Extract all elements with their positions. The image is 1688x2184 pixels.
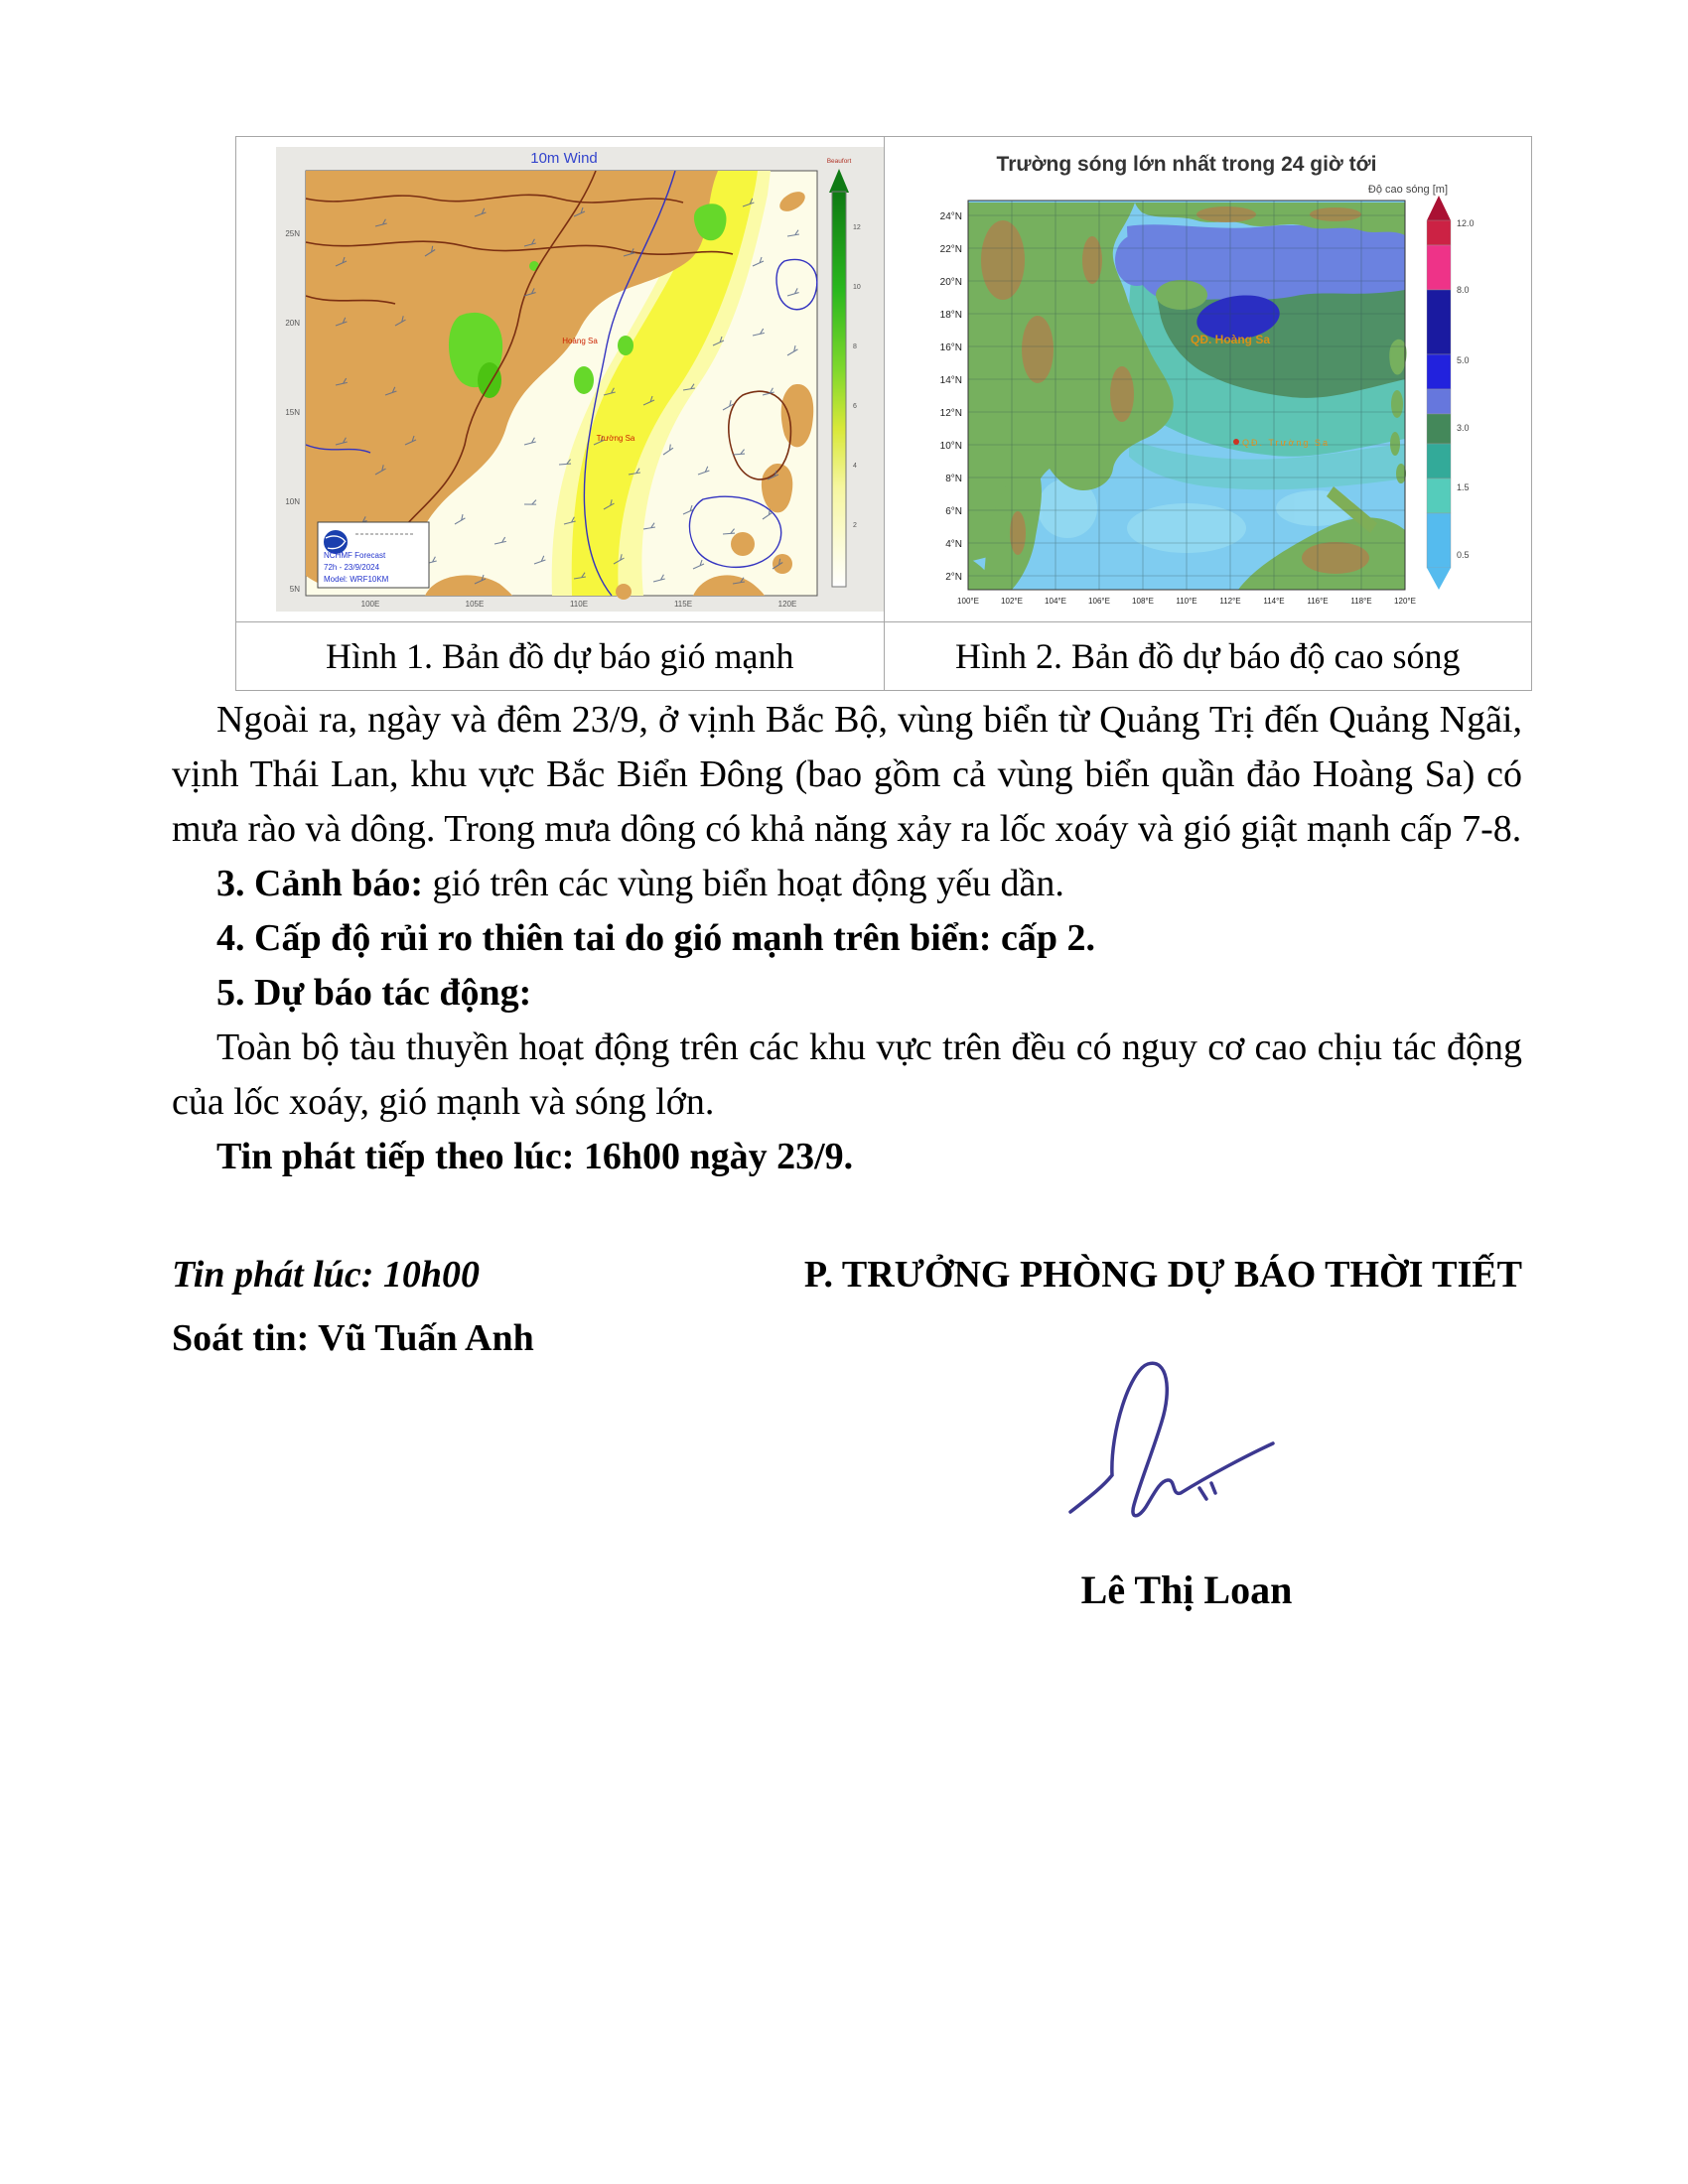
svg-text:3.0: 3.0 (1456, 423, 1470, 433)
paragraph-impact: Toàn bộ tàu thuyền hoạt động trên các khu vực trên đều có nguy cơ cao chịu tác động của lốc xoáy, gió mạnh và sóng lớn. (172, 1026, 1522, 1123)
wind-green-patch-3 (574, 366, 594, 394)
wave-map-figure (889, 141, 1532, 620)
item-cap-do-rui-ro: 4. Cấp độ rủi ro thiên tai do gió mạnh trên biển: cấp 2. (216, 917, 1095, 959)
wind-label-hoang-sa: Hoàng Sa (562, 337, 598, 345)
checked-by: Soát tin: Vũ Tuấn Anh (172, 1317, 534, 1359)
svg-text:110°E: 110°E (1175, 597, 1197, 606)
svg-text:110E: 110E (569, 600, 589, 609)
svg-text:22°N: 22°N (939, 244, 962, 255)
svg-text:116°E: 116°E (1306, 597, 1329, 606)
wave-map-title: Trường sóng lớn nhất trong 24 giờ tới (996, 153, 1376, 176)
svg-text:12°N: 12°N (939, 408, 962, 419)
svg-text:12.0: 12.0 (1456, 218, 1475, 228)
signature-block (1053, 1348, 1291, 1552)
signer-title: P. TRƯỞNG PHÒNG DỰ BÁO THỜI TIẾT (803, 1254, 1522, 1296)
svg-text:20°N: 20°N (939, 277, 962, 288)
svg-text:2°N: 2°N (944, 572, 962, 583)
svg-text:0.5: 0.5 (1456, 550, 1470, 560)
wind-colorbar-bar (832, 192, 846, 587)
wind-green-patch-4 (618, 336, 633, 355)
svg-text:20N: 20N (285, 319, 300, 328)
wind-map-cell (236, 137, 885, 622)
svg-text:8°N: 8°N (944, 474, 962, 484)
svg-text:115E: 115E (673, 600, 693, 609)
item-du-bao-tac-dong: 5. Dự báo tác động: (216, 972, 532, 1014)
svg-text:4: 4 (853, 463, 857, 470)
wave-map-cell (884, 137, 1532, 622)
wind-map-plot (306, 171, 817, 600)
footer-row (172, 1253, 1522, 1297)
item-canh-bao-text: gió trên các vùng biển hoạt động yếu dần. (423, 863, 1064, 904)
wind-map-svg (276, 147, 884, 612)
wind-logo-line-1: NCHMF Forecast (324, 551, 386, 560)
wind-land-blob-5 (773, 554, 792, 574)
wave-label-truong-sa: QĐ. Trường Sa (1241, 438, 1330, 448)
wind-land-blob-7 (616, 584, 632, 600)
svg-text:106°E: 106°E (1087, 597, 1110, 606)
svg-text:120°E: 120°E (1393, 597, 1416, 606)
svg-text:100°E: 100°E (956, 597, 979, 606)
svg-text:8.0: 8.0 (1456, 285, 1470, 295)
svg-text:10N: 10N (285, 497, 300, 506)
wave-map-svg (889, 141, 1529, 615)
figure1-caption: Hình 1. Bản đồ dự báo gió mạnh (236, 622, 885, 691)
wave-colorbar-label: Độ cao sóng [m] (1367, 184, 1448, 196)
svg-text:5.0: 5.0 (1456, 355, 1470, 365)
wave-region-tonkin (1115, 234, 1159, 286)
svg-text:18°N: 18°N (939, 310, 962, 321)
signature-svg (1053, 1348, 1291, 1547)
issued-time: Tin phát lúc: 10h00 (172, 1254, 481, 1296)
svg-text:102°E: 102°E (1000, 597, 1023, 606)
svg-text:118°E: 118°E (1349, 597, 1372, 606)
figure-table (235, 136, 1532, 691)
svg-text:24°N: 24°N (939, 211, 962, 222)
svg-text:25N: 25N (285, 229, 300, 238)
wind-land-blob-4 (731, 532, 755, 556)
svg-text:6: 6 (853, 403, 857, 410)
svg-text:100E: 100E (360, 600, 380, 609)
next-bulletin-line: Tin phát tiếp theo lúc: 16h00 ngày 23/9. (216, 1136, 854, 1177)
svg-text:10: 10 (853, 284, 861, 291)
body-text (172, 693, 1522, 1184)
svg-text:15N: 15N (285, 408, 300, 417)
wind-map-figure (276, 147, 884, 616)
svg-text:114°E: 114°E (1262, 597, 1285, 606)
svg-text:105E: 105E (465, 600, 485, 609)
svg-text:2: 2 (853, 522, 857, 529)
svg-text:112°E: 112°E (1218, 597, 1241, 606)
figure2-caption: Hình 2. Bản đồ dự báo độ cao sóng (884, 622, 1532, 691)
svg-text:5N: 5N (289, 585, 300, 594)
svg-text:120E: 120E (777, 600, 797, 609)
svg-text:12: 12 (853, 224, 861, 231)
wind-label-truong-sa: Trường Sa (596, 434, 635, 443)
svg-text:16°N: 16°N (939, 342, 962, 353)
svg-text:6°N: 6°N (944, 506, 962, 517)
wind-map-title: 10m Wind (530, 150, 598, 167)
wind-logo-line-2: 72h - 23/9/2024 (324, 563, 380, 572)
signer-name: Lê Thị Loan (1080, 1568, 1293, 1612)
wave-truong-sa-marker (1233, 439, 1239, 445)
item-canh-bao (172, 857, 1522, 911)
paragraph-additional-forecast: Ngoài ra, ngày và đêm 23/9, ở vịnh Bắc Bộ, vùng biển từ Quảng Trị đến Quảng Ngãi, vịnh Thái Lan, khu vực Bắc Biển Đông (bao gồm cả vùng biển quần đảo Hoàng Sa) có mưa rào và dông. Trong mưa dông có khả năng xảy ra lốc xoáy và gió giật mạnh cấp 7-8. (172, 699, 1522, 850)
item-canh-bao-label: 3. Cảnh báo: (216, 863, 423, 904)
wind-green-patch-2 (478, 362, 501, 398)
signature-stroke (1070, 1363, 1273, 1515)
wave-map-plot (968, 201, 1407, 590)
svg-text:1.5: 1.5 (1456, 482, 1470, 492)
wind-colorbar-unit: Beaufort (826, 158, 852, 165)
svg-text:8: 8 (853, 343, 857, 350)
svg-text:14°N: 14°N (939, 375, 962, 386)
svg-text:4°N: 4°N (944, 539, 962, 550)
wind-logo-box (318, 522, 429, 588)
svg-text:104°E: 104°E (1044, 597, 1066, 606)
svg-text:108°E: 108°E (1131, 597, 1154, 606)
svg-text:10°N: 10°N (939, 441, 962, 452)
wind-logo-line-3: Model: WRF10KM (324, 575, 389, 584)
wave-label-hoang-sa: QĐ. Hoàng Sa (1190, 333, 1270, 346)
